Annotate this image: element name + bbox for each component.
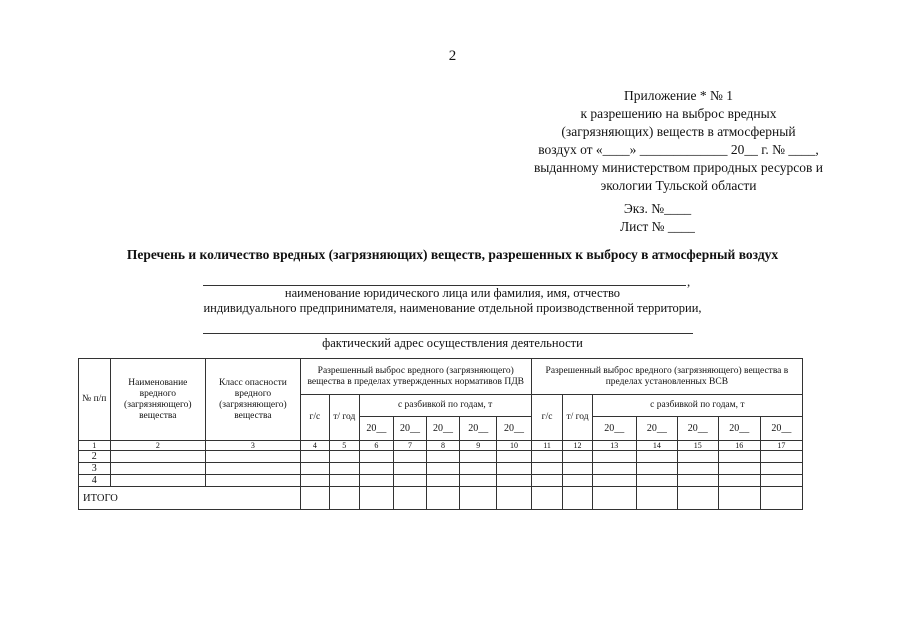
header-year: 20__ bbox=[426, 417, 460, 441]
table-cell[interactable] bbox=[460, 475, 497, 487]
table-cell[interactable] bbox=[460, 463, 497, 475]
header-year: 20__ bbox=[359, 417, 394, 441]
table-cell[interactable] bbox=[677, 463, 718, 475]
column-number: 17 bbox=[760, 441, 802, 451]
column-number: 6 bbox=[359, 441, 394, 451]
header-group-pdv: Разрешенный выброс вредного (загрязняющего) вещества в пределах утвержденных нормативов ПДВ bbox=[300, 359, 531, 395]
table-cell[interactable] bbox=[563, 463, 592, 475]
table-cell[interactable] bbox=[760, 487, 802, 510]
emissions-table bbox=[78, 358, 803, 510]
appendix-line: воздух от «____» _____________ 20__ г. № ____, bbox=[538, 142, 819, 157]
address-caption bbox=[150, 336, 755, 351]
header-by-years: с разбивкой по годам, т bbox=[359, 395, 531, 417]
table-cell[interactable] bbox=[718, 451, 760, 463]
table-cell[interactable] bbox=[460, 451, 497, 463]
table-cell[interactable] bbox=[592, 487, 636, 510]
table-cell[interactable] bbox=[359, 463, 394, 475]
table-cell[interactable] bbox=[497, 463, 532, 475]
table-cell[interactable] bbox=[718, 463, 760, 475]
table-cell[interactable] bbox=[760, 475, 802, 487]
header-tgod: т/ год bbox=[330, 395, 359, 441]
total-label: ИТОГО bbox=[79, 487, 301, 510]
table-cell[interactable] bbox=[531, 463, 563, 475]
table-cell[interactable] bbox=[636, 451, 677, 463]
column-number: 2 bbox=[110, 441, 206, 451]
table-cell[interactable] bbox=[563, 487, 592, 510]
table-cell[interactable] bbox=[206, 475, 301, 487]
table-cell[interactable] bbox=[497, 487, 532, 510]
header-group-vsv: Разрешенный выброс вредного (загрязняющего) вещества в пределах установленных ВСВ bbox=[531, 359, 802, 395]
table-cell[interactable] bbox=[110, 463, 206, 475]
appendix-line: к разрешению на выброс вредных bbox=[580, 106, 777, 121]
column-number: 11 bbox=[531, 441, 563, 451]
appendix-block bbox=[534, 87, 823, 195]
header-year: 20__ bbox=[497, 417, 532, 441]
table-cell[interactable] bbox=[426, 475, 460, 487]
table-row bbox=[79, 475, 803, 487]
row-number: 4 bbox=[79, 475, 111, 487]
fill-line-comma: , bbox=[687, 274, 691, 289]
table-cell[interactable] bbox=[394, 487, 427, 510]
table-cell[interactable] bbox=[460, 487, 497, 510]
document-title: Перечень и количество вредных (загрязняющих) веществ, разрешенных к выбросу в атмосферный воздух bbox=[126, 247, 779, 262]
appendix-line: (загрязняющих) веществ в атмосферный bbox=[561, 124, 796, 139]
table-cell[interactable] bbox=[531, 487, 563, 510]
table-cell[interactable] bbox=[394, 463, 427, 475]
table-cell[interactable] bbox=[636, 487, 677, 510]
copy-number: Экз. №____ bbox=[623, 201, 692, 216]
header-year: 20__ bbox=[394, 417, 427, 441]
table-cell[interactable] bbox=[330, 475, 359, 487]
table-cell[interactable] bbox=[677, 451, 718, 463]
table-cell[interactable] bbox=[718, 475, 760, 487]
table-cell[interactable] bbox=[426, 463, 460, 475]
table-cell[interactable] bbox=[359, 487, 394, 510]
table-cell[interactable] bbox=[394, 475, 427, 487]
row-number: 2 bbox=[79, 451, 111, 463]
appendix-line: выданному министерством природных ресурсов и bbox=[533, 160, 823, 175]
header-year: 20__ bbox=[592, 417, 636, 441]
header-year: 20__ bbox=[718, 417, 760, 441]
table-cell[interactable] bbox=[359, 475, 394, 487]
caption-line: индивидуального предпринимателя, наименование отдельной производственной территории, bbox=[203, 301, 702, 315]
row-number: 3 bbox=[79, 463, 111, 475]
column-number: 9 bbox=[460, 441, 497, 451]
table-cell[interactable] bbox=[592, 475, 636, 487]
header-tgod: т/ год bbox=[563, 395, 592, 441]
table-row bbox=[79, 463, 803, 475]
total-row bbox=[79, 487, 803, 510]
table-cell[interactable] bbox=[110, 451, 206, 463]
header-year: 20__ bbox=[636, 417, 677, 441]
table-cell[interactable] bbox=[563, 451, 592, 463]
header-gs: г/с bbox=[531, 395, 563, 441]
table-cell[interactable] bbox=[206, 451, 301, 463]
header-by-years: с разбивкой по годам, т bbox=[592, 395, 802, 417]
table-cell[interactable] bbox=[300, 463, 329, 475]
caption-line: наименование юридического лица или фамилия, имя, отчество bbox=[284, 286, 621, 300]
table-cell[interactable] bbox=[206, 463, 301, 475]
sheet-number: Лист № ____ bbox=[620, 219, 695, 234]
table-cell[interactable] bbox=[300, 475, 329, 487]
table-cell[interactable] bbox=[531, 451, 563, 463]
table-cell[interactable] bbox=[677, 475, 718, 487]
column-number: 4 bbox=[300, 441, 329, 451]
column-number: 16 bbox=[718, 441, 760, 451]
page-number: 2 bbox=[448, 48, 457, 64]
table-cell[interactable] bbox=[760, 463, 802, 475]
column-number: 15 bbox=[677, 441, 718, 451]
table-cell[interactable] bbox=[359, 451, 394, 463]
header-no: № п/п bbox=[79, 359, 111, 441]
entity-caption bbox=[150, 286, 755, 316]
table-row bbox=[79, 451, 803, 463]
table-cell[interactable] bbox=[300, 451, 329, 463]
header-substance-name: Наименование вредного (загрязняющего) вещества bbox=[110, 359, 206, 441]
copy-sheet-block bbox=[620, 200, 695, 236]
table-cell[interactable] bbox=[592, 451, 636, 463]
table-cell[interactable] bbox=[426, 487, 460, 510]
header-gs: г/с bbox=[300, 395, 329, 441]
table-cell[interactable] bbox=[677, 487, 718, 510]
column-number: 12 bbox=[563, 441, 592, 451]
column-number: 1 bbox=[79, 441, 111, 451]
table-cell[interactable] bbox=[497, 475, 532, 487]
column-number: 3 bbox=[206, 441, 301, 451]
caption-line: фактический адрес осуществления деятельности bbox=[322, 336, 583, 350]
column-number: 5 bbox=[330, 441, 359, 451]
table-cell[interactable] bbox=[636, 475, 677, 487]
table-cell[interactable] bbox=[497, 451, 532, 463]
column-number: 10 bbox=[497, 441, 532, 451]
table-cell[interactable] bbox=[330, 487, 359, 510]
header-year: 20__ bbox=[760, 417, 802, 441]
appendix-line: Приложение * № 1 bbox=[623, 88, 733, 103]
table-cell[interactable] bbox=[636, 463, 677, 475]
table-cell[interactable] bbox=[300, 487, 329, 510]
table-cell[interactable] bbox=[426, 451, 460, 463]
column-number: 8 bbox=[426, 441, 460, 451]
header-hazard-class: Класс опасности вредного (загрязняющего) вещества bbox=[206, 359, 301, 441]
column-number: 7 bbox=[394, 441, 427, 451]
table-cell[interactable] bbox=[330, 451, 359, 463]
column-number: 13 bbox=[592, 441, 636, 451]
table-cell[interactable] bbox=[330, 463, 359, 475]
fill-line-address bbox=[203, 333, 693, 334]
column-number: 14 bbox=[636, 441, 677, 451]
table-cell[interactable] bbox=[760, 451, 802, 463]
table-cell[interactable] bbox=[563, 475, 592, 487]
table-cell[interactable] bbox=[394, 451, 427, 463]
appendix-line: экологии Тульской области bbox=[600, 178, 757, 193]
table-cell[interactable] bbox=[110, 475, 206, 487]
table-cell[interactable] bbox=[592, 463, 636, 475]
table-cell[interactable] bbox=[718, 487, 760, 510]
table-cell[interactable] bbox=[531, 475, 563, 487]
header-year: 20__ bbox=[677, 417, 718, 441]
header-year: 20__ bbox=[460, 417, 497, 441]
